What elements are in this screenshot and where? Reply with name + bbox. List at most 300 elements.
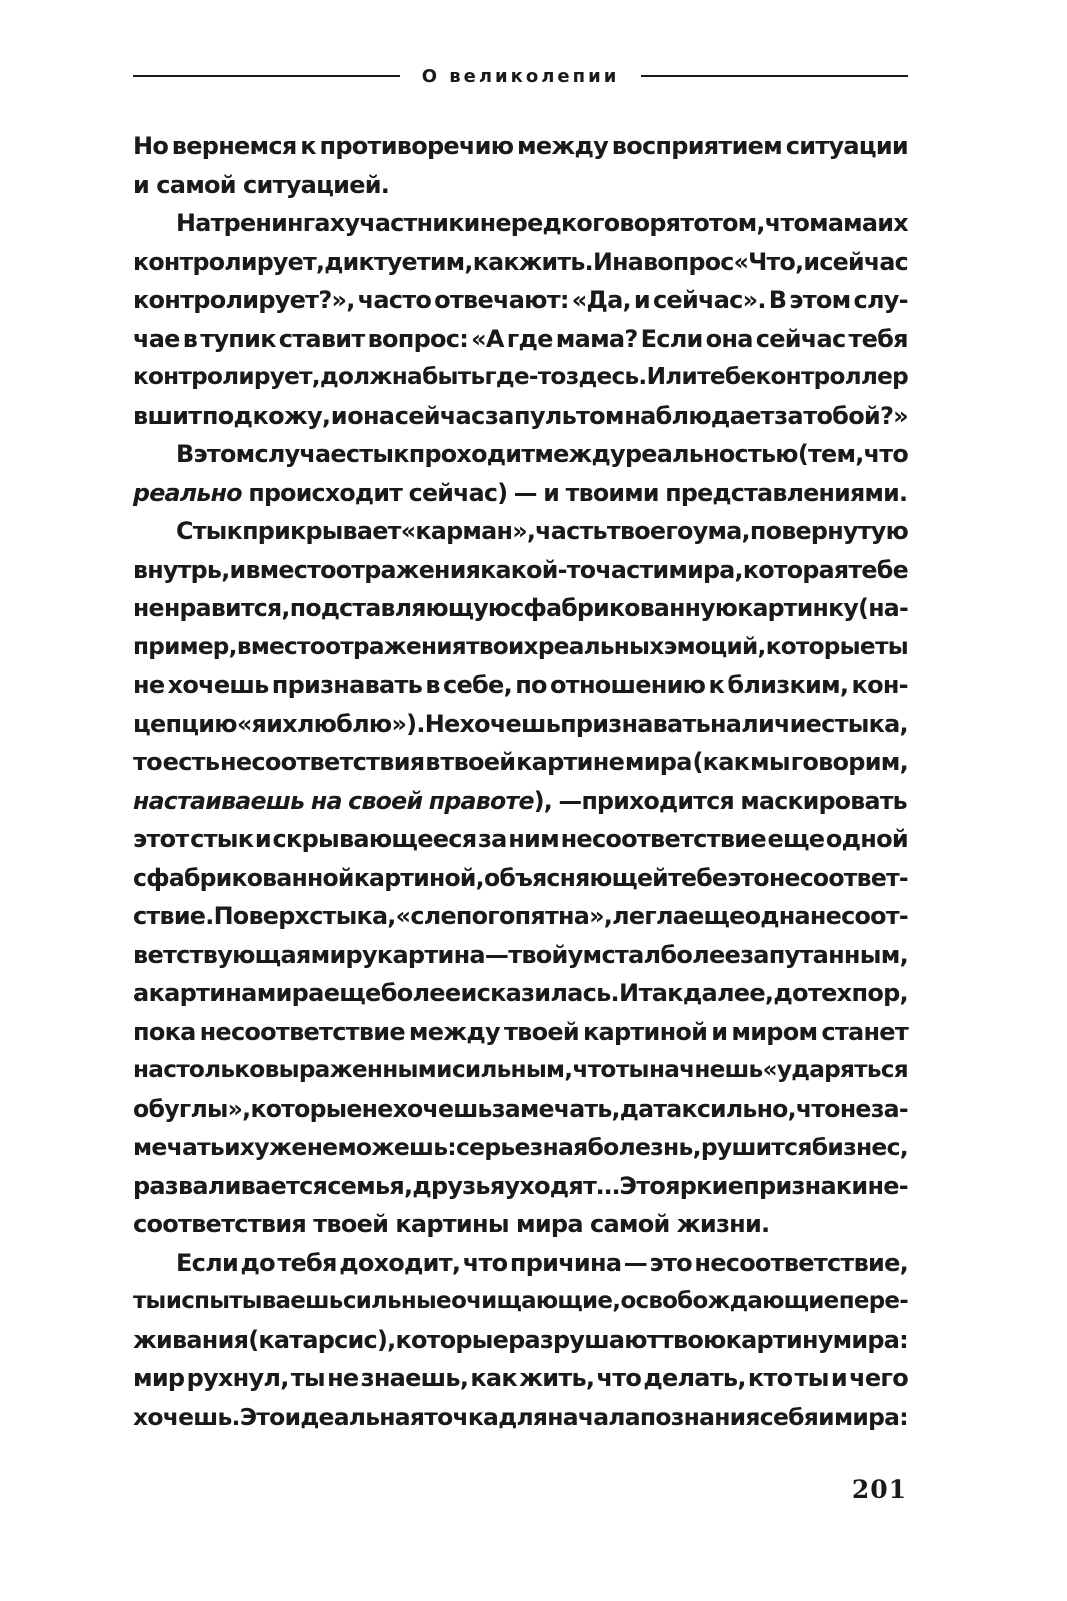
word: тебе <box>848 555 908 584</box>
word: ним <box>508 825 559 853</box>
word: ты <box>290 1364 325 1392</box>
word: их <box>266 709 297 738</box>
word: несоответствия <box>220 748 425 776</box>
text-line <box>133 743 908 782</box>
word: не <box>133 594 164 622</box>
word: которые <box>250 1094 362 1123</box>
word: вернемся <box>171 132 297 160</box>
word: «Что, <box>733 247 804 276</box>
word: кон- <box>851 671 908 699</box>
word: за <box>484 401 514 430</box>
word: (на- <box>858 594 908 622</box>
word: должна <box>320 363 422 390</box>
text-line <box>133 897 908 936</box>
word: идеальная <box>284 1402 425 1431</box>
word: не <box>327 1364 359 1392</box>
word: себя <box>759 1402 819 1431</box>
word: в <box>182 324 198 353</box>
word: можешь: <box>337 1133 456 1161</box>
word: замечать, <box>491 1094 620 1123</box>
word: причина <box>509 1248 622 1277</box>
word: и <box>711 1017 728 1046</box>
word: чего <box>849 1364 908 1392</box>
word: их <box>224 1133 255 1161</box>
word: серьезная <box>456 1133 588 1161</box>
word: ветствующая <box>133 940 311 969</box>
word: несоответствие <box>560 825 766 853</box>
word: ума, <box>692 517 750 545</box>
word: то <box>133 748 162 776</box>
word: которая <box>742 555 849 584</box>
text-line <box>133 859 908 898</box>
word: настолько <box>133 1056 265 1083</box>
word: твоей <box>440 748 516 776</box>
word: стал <box>601 940 661 969</box>
word: она <box>347 401 395 430</box>
word: ты <box>615 1056 649 1083</box>
word: которые <box>765 632 875 660</box>
word: болезнь, <box>587 1133 701 1161</box>
word: начнешь <box>648 1056 763 1083</box>
word: вместо <box>245 555 336 584</box>
word: на <box>612 247 643 276</box>
word: до <box>773 979 808 1007</box>
word: бизнес, <box>811 1133 908 1161</box>
word: вместо <box>236 632 325 660</box>
text-line <box>133 397 908 436</box>
word: тех <box>807 979 852 1007</box>
word: Но <box>133 132 169 160</box>
word: которые <box>395 1325 509 1354</box>
text-line <box>133 320 908 359</box>
word: делать, <box>643 1364 746 1392</box>
word: здесь. <box>565 363 647 390</box>
word: как <box>470 1364 517 1392</box>
word: по <box>515 671 547 699</box>
word: жить. <box>518 247 593 276</box>
word: том, <box>709 209 765 237</box>
word: об <box>133 1094 165 1123</box>
word: мира <box>624 748 692 776</box>
word: пример, <box>133 632 237 660</box>
word: ты <box>875 632 908 660</box>
word: признаки <box>743 1171 868 1200</box>
text-line <box>133 1205 908 1244</box>
word: твоей <box>313 1210 389 1238</box>
text-line <box>133 628 908 667</box>
word: пор, <box>851 979 908 1007</box>
word: исказилась. <box>460 979 619 1007</box>
word: для <box>498 1402 548 1431</box>
text-line <box>133 551 908 590</box>
header-rule-left <box>133 75 400 77</box>
word: чае <box>133 324 180 353</box>
word: подставляющую <box>289 594 511 622</box>
word: мира: <box>832 1325 908 1354</box>
word: и <box>330 401 347 430</box>
word: мечать <box>133 1133 224 1161</box>
word: более <box>380 979 461 1007</box>
word: тебя <box>848 324 908 353</box>
word: да <box>619 1094 654 1123</box>
word: и <box>803 247 820 276</box>
word: сейчас <box>394 401 485 430</box>
word: ум <box>567 940 602 969</box>
word: картина <box>376 940 485 969</box>
word: кто <box>747 1364 793 1392</box>
word: несоответ- <box>768 863 908 892</box>
word: картинку <box>737 594 859 622</box>
page-number: 201 <box>851 1475 907 1504</box>
word: к <box>300 132 316 160</box>
word: до <box>240 1248 275 1277</box>
word: есть <box>162 748 220 776</box>
word: испытываешь <box>165 1288 343 1314</box>
text-fragment: ), —приходится маскировать <box>533 786 907 815</box>
word: вопрос <box>643 247 734 276</box>
word: жизни. <box>676 1210 770 1238</box>
word: тебе <box>668 863 728 892</box>
word: между <box>517 132 609 160</box>
text-line <box>133 1398 908 1437</box>
word: мира <box>515 1210 583 1238</box>
word: Если <box>640 324 703 353</box>
word: и <box>254 825 271 853</box>
word: сфабрикованную <box>510 594 738 622</box>
word: говорят <box>592 209 694 237</box>
word: отражения <box>335 555 481 584</box>
word: этом <box>789 286 851 314</box>
word: — <box>623 1248 648 1277</box>
word: (как <box>692 748 750 776</box>
word: ситуации <box>785 132 908 160</box>
word: очищающие, <box>451 1288 621 1314</box>
word: яркие <box>665 1171 744 1200</box>
word: кожу, <box>252 401 331 430</box>
word: запутанным, <box>740 940 908 969</box>
word: твоих <box>466 632 538 660</box>
word: вопрос: <box>367 324 469 353</box>
word: твой <box>508 940 568 969</box>
word: что <box>863 440 908 468</box>
word: еще <box>688 902 745 930</box>
word: в <box>425 748 440 776</box>
word: уже <box>254 1133 307 1161</box>
word: что <box>795 1094 840 1123</box>
text-line <box>133 1051 908 1090</box>
word: «карман», <box>400 517 536 545</box>
text-line <box>133 1282 908 1321</box>
word: контроллер <box>755 363 908 390</box>
word: это <box>727 863 769 892</box>
word: и <box>830 1364 847 1392</box>
word: пере- <box>838 1288 908 1314</box>
word: хочешь <box>392 1094 492 1123</box>
word: Не <box>424 709 460 738</box>
word: семья, <box>327 1171 413 1200</box>
word: между <box>534 440 625 468</box>
word: за <box>477 825 507 853</box>
word: «слепого <box>395 902 515 930</box>
word: что <box>596 1364 642 1392</box>
word: это <box>649 1248 692 1277</box>
text-line <box>133 1167 908 1206</box>
word: освобождающие <box>620 1288 839 1314</box>
word: живания <box>133 1325 249 1354</box>
word: твоей <box>503 1017 579 1046</box>
word: реальностью <box>624 440 798 468</box>
word: И <box>619 979 639 1007</box>
text-line <box>133 936 908 975</box>
word: «А <box>471 324 504 353</box>
word: хочешь <box>167 671 269 699</box>
word: нравится, <box>163 594 290 622</box>
word: мама? <box>555 324 638 353</box>
word: сфабрикованной <box>133 863 354 892</box>
word: миром <box>731 1017 818 1046</box>
word: близким, <box>727 671 849 699</box>
word: что <box>462 1248 508 1277</box>
text-line <box>133 1244 908 1283</box>
word: контролирует, <box>133 247 325 276</box>
word: мира, <box>668 555 743 584</box>
word: отвечают: <box>434 286 569 314</box>
word: отражения <box>325 632 466 660</box>
word: познания <box>639 1402 760 1431</box>
word: а <box>133 979 149 1007</box>
word: говорим, <box>790 748 908 776</box>
word: «я <box>236 709 267 738</box>
text-line <box>133 166 908 205</box>
word: реальных <box>537 632 664 660</box>
word: картины <box>395 1210 509 1238</box>
word: контролирует?», <box>133 286 355 314</box>
word: пока <box>133 1017 196 1046</box>
text-line <box>133 1359 908 1398</box>
word: она <box>705 324 753 353</box>
word: станет <box>821 1017 908 1046</box>
word: признавать <box>560 709 710 738</box>
running-head <box>133 62 908 90</box>
word: (тем, <box>797 440 864 468</box>
word: сейчас». <box>652 286 766 314</box>
word: между <box>408 1017 500 1046</box>
word: сейчас <box>755 324 846 353</box>
text-line <box>133 974 908 1013</box>
word: цепцию <box>133 709 237 738</box>
word: мир <box>133 1364 185 1392</box>
word: хочешь. <box>133 1402 240 1431</box>
word: картине <box>516 748 625 776</box>
word: так <box>638 979 683 1007</box>
word: ситуацией. <box>243 170 390 199</box>
word: картину <box>725 1325 833 1354</box>
word: отношению <box>550 671 706 699</box>
word: и <box>229 555 246 584</box>
word: под <box>201 401 253 430</box>
word: сильные <box>342 1288 451 1314</box>
word: слу- <box>853 286 908 314</box>
word: не <box>133 671 165 699</box>
word: где <box>506 324 553 353</box>
text-line <box>133 1128 908 1167</box>
body-text <box>133 127 908 1436</box>
text-line <box>133 512 908 551</box>
word: твоего <box>606 517 693 545</box>
word: и <box>436 1056 452 1083</box>
word: часть <box>535 517 607 545</box>
word: вшит <box>133 401 202 430</box>
word: соответствия <box>133 1210 307 1238</box>
word: эмоций, <box>663 632 766 660</box>
word: восприятием <box>611 132 783 160</box>
text-line <box>133 281 908 320</box>
text-line <box>133 1013 908 1052</box>
text-line <box>133 782 908 821</box>
text-line <box>133 1090 908 1129</box>
word: проходит <box>408 440 535 468</box>
text-line <box>133 1321 908 1360</box>
word: разрушают <box>508 1325 660 1354</box>
word: сильно, <box>696 1094 796 1123</box>
word: тренингах <box>210 209 345 237</box>
word: более <box>660 940 741 969</box>
word: (катарсис), <box>248 1325 396 1354</box>
text-line <box>133 358 908 397</box>
word: — <box>484 940 509 969</box>
word: одной <box>825 825 908 853</box>
word: стык <box>345 440 409 468</box>
word: скрывающееся <box>272 825 477 853</box>
word: к <box>708 671 725 699</box>
word: ты <box>133 1288 166 1314</box>
word: прикрывает <box>242 517 401 545</box>
word: не <box>839 1094 871 1123</box>
word: объясняющей <box>484 863 668 892</box>
word: несоответствие, <box>694 1248 908 1277</box>
word: их <box>877 209 908 237</box>
word: и <box>133 170 150 199</box>
word: Это <box>619 1171 666 1200</box>
word: далее, <box>682 979 774 1007</box>
word: тебе <box>697 363 756 390</box>
word: Если <box>176 1248 239 1277</box>
word: наблюдает <box>624 401 774 430</box>
text-line <box>133 435 908 474</box>
word: уходят… <box>504 1171 620 1200</box>
text-fragment: происходит сейчас) — и твоими представлениями. <box>241 478 908 507</box>
running-title: О великолепии <box>421 65 620 87</box>
text-line <box>133 705 908 744</box>
word: стыка, <box>309 902 396 930</box>
word: Стык <box>176 517 243 545</box>
word: одна <box>744 902 810 930</box>
word: углы», <box>164 1094 251 1123</box>
word: тебя <box>277 1248 337 1277</box>
word: люблю»). <box>296 709 425 738</box>
word: И <box>592 247 613 276</box>
word: за <box>774 401 803 430</box>
word: о <box>693 209 709 237</box>
word: этом <box>193 440 255 468</box>
word: части <box>595 555 669 584</box>
word: так <box>653 1094 697 1123</box>
word: несоот- <box>809 902 908 930</box>
header-rule-right <box>641 75 908 77</box>
word: выраженным <box>264 1056 436 1083</box>
word: этот <box>133 825 189 853</box>
word: начала <box>547 1402 640 1431</box>
word: пультом <box>514 401 624 430</box>
word: сильным, <box>451 1056 573 1083</box>
word: мира <box>256 979 324 1007</box>
text-line <box>133 204 908 243</box>
word: не- <box>867 1171 908 1200</box>
word: диктует <box>324 247 430 276</box>
word: в <box>425 671 440 699</box>
word: твою <box>659 1325 726 1354</box>
word: самой <box>589 1210 670 1238</box>
word: что <box>764 209 810 237</box>
word: «Да, <box>571 286 631 314</box>
word: Или <box>646 363 698 390</box>
text-line <box>133 820 908 859</box>
text-line <box>133 127 908 166</box>
word: мы <box>749 748 790 776</box>
word: случае <box>254 440 346 468</box>
word: тобой?» <box>803 401 908 430</box>
word: точка <box>424 1402 499 1431</box>
word: признавать <box>271 671 423 699</box>
word: легла <box>612 902 689 930</box>
word: где-то <box>484 363 566 390</box>
word: еще <box>323 979 381 1007</box>
word: «ударяться <box>762 1056 908 1083</box>
word: несоответствие <box>199 1017 405 1046</box>
word: наличие <box>709 709 822 738</box>
word: противоречию <box>319 132 514 160</box>
word: В <box>176 440 194 468</box>
word: доходит, <box>339 1248 461 1277</box>
word: внутрь, <box>133 555 230 584</box>
word: стык <box>190 825 254 853</box>
word: не <box>306 1133 338 1161</box>
text-line <box>133 474 908 513</box>
word: хочешь <box>459 709 561 738</box>
word: рушится <box>700 1133 812 1161</box>
word: стыка, <box>821 709 908 738</box>
word: рухнул, <box>186 1364 289 1392</box>
word: ствие. <box>133 902 214 930</box>
text-line <box>133 666 908 705</box>
word: пятна», <box>514 902 613 930</box>
word: самой <box>156 170 236 199</box>
word: что <box>572 1056 616 1083</box>
word: Это <box>239 1402 285 1431</box>
word: быть <box>422 363 485 390</box>
text-line <box>133 243 908 282</box>
word: сейчас <box>819 247 908 276</box>
word: не <box>361 1094 393 1123</box>
word: контролирует, <box>133 363 320 390</box>
word: миру <box>310 940 377 969</box>
word: мира: <box>833 1402 908 1431</box>
word: им, <box>429 247 473 276</box>
word: и <box>818 1402 834 1431</box>
text-line <box>133 589 908 628</box>
word: картиной <box>582 1017 708 1046</box>
word: ты <box>794 1364 829 1392</box>
